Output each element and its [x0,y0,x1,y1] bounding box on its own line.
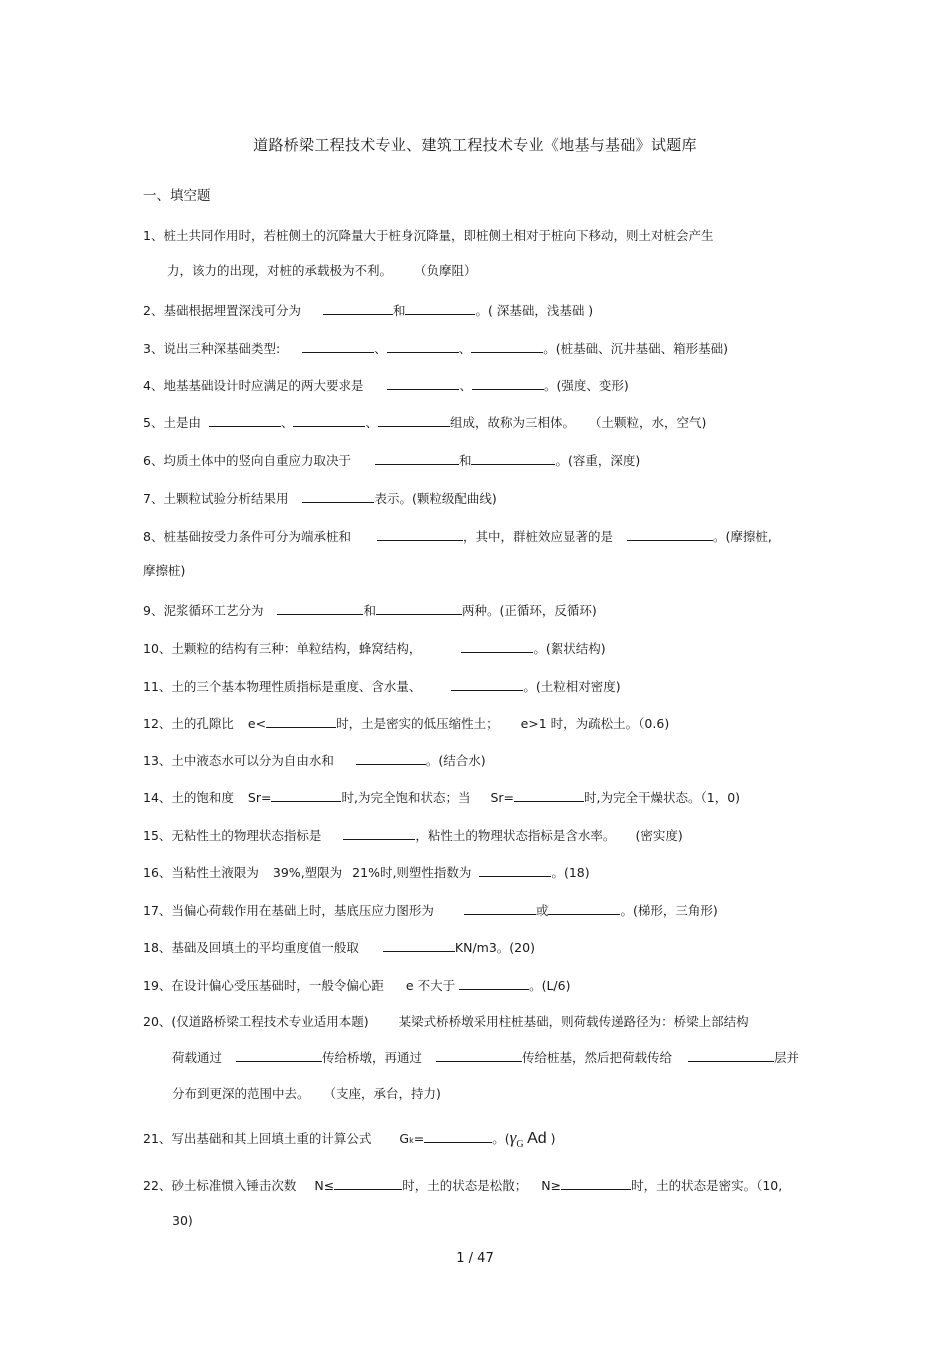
question-6 [143,451,640,470]
page-title: 道路桥梁工程技术专业、建筑工程技术专业《地基与基础》试题库 [253,136,697,154]
answer-blank [209,413,281,427]
question-4 [143,376,629,395]
text-fragment: 6、均质土体中的竖向自重应力取决于 [143,453,351,468]
answer-blank [383,938,455,952]
text-fragment: G [516,1139,524,1150]
text-fragment: 。(强度、变形) [543,378,629,393]
text-fragment: 时,为完全干燥状态。（1，0) [584,790,741,805]
answer-blank [479,863,551,877]
text-fragment: 某梁式桥桥墩采用柱桩基础，则荷载传递路径为：桥梁上部结构 [398,1014,749,1029]
question-21 [143,1129,556,1150]
text-fragment: （负摩阻） [414,263,477,278]
text-fragment: 9、泥浆循环工艺分为 [143,603,264,618]
question-12 [143,714,669,733]
answer-blank [405,301,475,315]
text-fragment: 。(容重，深度) [555,453,641,468]
question-22 [143,1176,782,1195]
page-number: 1 / 47 [456,1251,494,1266]
question-20-cont-1 [172,1048,799,1067]
question-3 [143,339,728,358]
text-fragment: 15、无粘性土的物理状态指标是 [143,828,322,843]
text-fragment: 21、写出基础和其上回填土重的计算公式 [143,1131,372,1146]
answer-blank [323,301,393,315]
answer-blank [266,714,336,728]
text-fragment: 时,为完全饱和状态；当 [341,790,471,805]
text-fragment: 时，土是密实的低压缩性土； [336,716,499,731]
text-fragment: 传给桩基，然后把荷载传给 [522,1050,673,1065]
text-fragment: 或 [535,903,549,918]
text-fragment: 。(摩擦桩, [712,529,772,544]
text-fragment: 1、桩土共同作用时，若桩侧土的沉降量大于桩身沉降量，即桩侧土相对于桩向下移动，则土对桩会产生 [143,228,714,243]
text-fragment: = [413,1131,425,1146]
answer-blank [688,1048,774,1062]
question-8 [143,527,772,546]
text-fragment: 10、土颗粒的结构有三种：单粒结构，蜂窝结构， [143,641,422,656]
text-fragment: 传给桥墩，再通过 [322,1050,423,1065]
text-fragment: 11、土的三个基本物理性质指标是重度、含水量、 [143,679,422,694]
answer-blank [461,639,533,653]
text-fragment: 12、土的孔隙比 [143,716,234,731]
question-14 [143,788,740,807]
answer-blank [387,376,459,390]
text-fragment: 、 [280,415,294,430]
text-fragment: 2、基础根据埋置深浅可分为 [143,303,301,318]
answer-blank [271,788,341,802]
text-fragment: e< [247,716,267,731]
text-fragment: ，粘性土的物理状态指标是含水率。 [415,828,616,843]
text-fragment: 时，土的状态是密实。（10, [631,1178,783,1193]
text-fragment: 16、当粘性土液限为 [143,865,259,880]
text-fragment: 。(18) [551,865,590,880]
text-fragment: 时，土的状态是松散； [402,1178,528,1193]
text-fragment: Sr= [490,790,515,805]
text-fragment: G [399,1131,410,1146]
section-heading: 一、填空题 [143,188,211,204]
answer-blank [376,601,462,615]
question-11 [143,677,621,696]
text-fragment: 19、在设计偏心受压基础时，一般令偏心距 [143,978,384,993]
text-fragment: 、 [374,341,387,356]
question-13 [143,751,486,770]
text-fragment: ) [546,1131,556,1146]
formula-gamma-g-ad [509,1128,547,1150]
text-fragment: 。(桩基础、沉井基础、箱形基础) [543,341,728,356]
answer-blank [514,788,584,802]
text-fragment: 21%时,则塑性指数为 [352,865,472,880]
question-18 [143,938,535,957]
question-20 [143,1013,749,1031]
answer-blank [302,339,374,353]
text-fragment: （土颗粒，水，空气) [589,415,707,430]
answer-blank [459,976,529,990]
text-fragment: 组成，故称为三相体。 [449,415,575,430]
text-fragment: e 不大于 [405,978,456,993]
text-fragment: 20、(仅道路桥梁工程技术专业适用本题) [143,1014,369,1029]
text-fragment: 。(结合水) [425,753,486,768]
answer-blank [343,826,415,840]
text-fragment: 。( [492,1131,510,1146]
text-fragment: 两种。(正循环，反循环) [461,603,597,618]
text-fragment: 。(梯形，三角形) [620,903,718,918]
answer-blank [561,1176,631,1190]
text-fragment: 7、土颗粒试验分析结果用 [143,491,289,506]
text-fragment: 5、土是由 [143,415,201,430]
question-7 [143,489,497,508]
answer-blank [387,339,459,353]
text-fragment: Ad [523,1130,547,1147]
text-fragment: 。(L/6) [529,978,571,993]
text-fragment: ，其中，群桩效应显著的是 [462,529,613,544]
text-fragment: 、 [458,341,472,356]
answer-blank [302,489,374,503]
text-fragment: 、 [459,378,472,393]
text-fragment: 3、说出三种深基础类型: [143,341,281,356]
answer-blank [472,376,544,390]
answer-blank [627,527,713,541]
question-1-cont [167,262,477,280]
question-19 [143,976,570,995]
text-fragment: N≤ [314,1178,335,1193]
answer-blank [471,339,543,353]
answer-blank [375,451,459,465]
answer-blank [334,1176,402,1190]
answer-blank [471,451,555,465]
text-fragment: 。(土粒相对密度) [523,679,621,694]
text-fragment: 22、砂土标准惯入锤击次数 [143,1178,297,1193]
text-fragment: 层并 [774,1050,800,1065]
question-1 [143,227,713,245]
question-8-cont [143,562,185,580]
text-fragment: k [409,1136,414,1145]
text-fragment: 。(絮状结构) [533,641,606,656]
text-fragment: 14、土的饱和度 [143,790,234,805]
text-fragment: 、 [365,415,378,430]
question-9 [143,601,597,620]
text-fragment: e>1 时，为疏松土。（0.6) [520,716,670,731]
text-fragment: 和 [392,303,406,318]
text-fragment: 8、桩基础按受力条件可分为端承桩和 [143,529,351,544]
answer-blank [548,901,620,915]
text-fragment: (密实度) [635,828,683,843]
answer-blank [424,1129,492,1143]
answer-blank [293,413,365,427]
answer-blank [236,1048,322,1062]
answer-blank [464,901,536,915]
question-17 [143,901,718,920]
answer-blank [277,601,363,615]
text-fragment: Sr= [247,790,272,805]
text-fragment: 18、基础及回填土的平均重度值一般取 [143,940,359,955]
text-fragment: 摩擦桩) [143,563,186,578]
text-fragment: 。( 深基础，浅基础 ) [475,303,594,318]
text-fragment: 39%,塑限为 [272,865,343,880]
question-22-cont [172,1212,193,1230]
answer-blank [356,751,426,765]
text-fragment: 17、当偏心荷载作用在基础上时，基底压应力图形为 [143,903,434,918]
text-fragment: 13、土中液态水可以分为自由水和 [143,753,334,768]
text-fragment: 荷载通过 [172,1050,223,1065]
text-fragment: 30) [172,1213,193,1228]
question-15 [143,826,683,845]
text-fragment: N≥ [541,1178,562,1193]
text-fragment: （支座，承台，持力) [323,1086,441,1101]
question-2 [143,301,593,320]
answer-blank [377,527,463,541]
text-fragment: 和 [458,453,472,468]
answer-blank [451,677,523,691]
question-20-cont-2 [172,1085,441,1103]
text-fragment: 力，该力的出现，对桩的承载极为不利。 [167,263,393,278]
text-fragment: KN/m3。(20) [454,940,535,955]
text-fragment: 和 [363,603,376,618]
question-10 [143,639,606,658]
answer-blank [378,413,450,427]
text-fragment: 分布到更深的范围中去。 [172,1086,310,1101]
text-fragment: 4、地基基础设计时应满足的两大要求是 [143,378,364,393]
text-fragment: 表示。(颗粒级配曲线) [374,491,497,506]
answer-blank [436,1048,522,1062]
question-5 [143,413,706,432]
text-fragment: γ [509,1128,517,1147]
question-16 [143,863,590,882]
